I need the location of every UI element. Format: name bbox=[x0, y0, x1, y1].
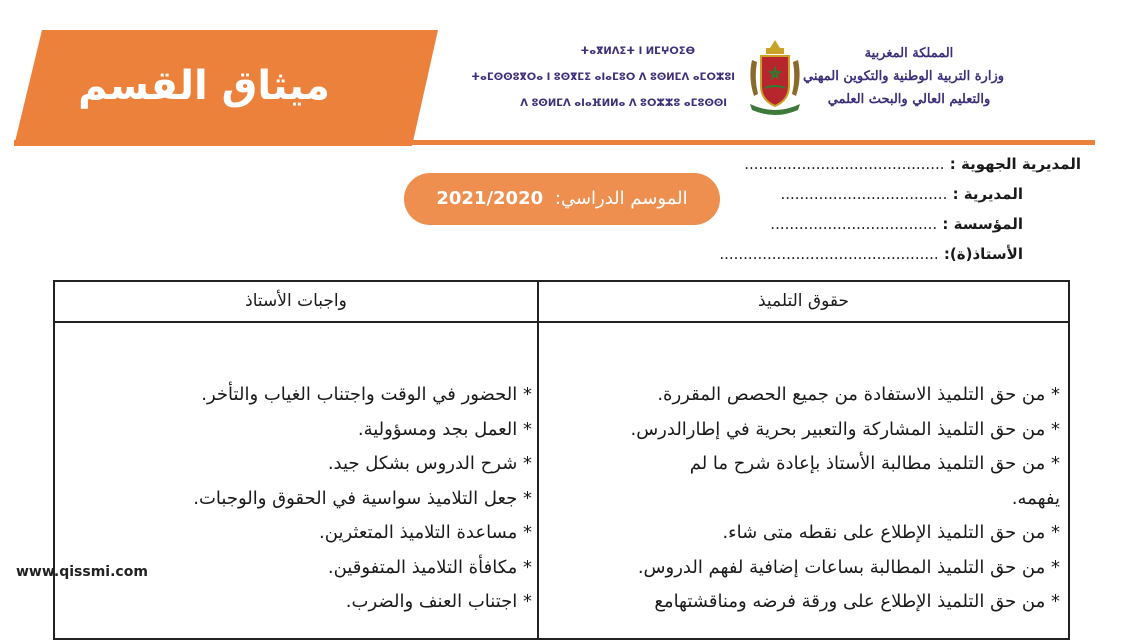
regional-directorate-blank: .......................................... bbox=[744, 155, 945, 173]
list-item: * من حق التلميذ المطالبة بساعات إضافية لفهم الدروس. bbox=[637, 556, 1060, 578]
list-item: * من حق التلميذ المشاركة والتعبير بحرية في إطارالدرس. bbox=[630, 418, 1060, 440]
ministry-name-continued: والتعليم العالي والبحث العلمي bbox=[827, 92, 991, 107]
student-rights-list bbox=[548, 378, 1060, 620]
tifinagh-header bbox=[471, 44, 735, 116]
header-divider bbox=[14, 140, 1095, 145]
column-divider bbox=[537, 282, 539, 638]
teacher-label: الأستاذ(ة): bbox=[943, 245, 1023, 263]
list-item: * من حق التلميذ الإطلاع على ورقة فرضه ومناقشتهامع bbox=[654, 591, 1060, 612]
ministry-header bbox=[802, 42, 1004, 111]
teacher-duties-header: واجبات الأستاذ bbox=[245, 291, 347, 311]
form-fields bbox=[719, 149, 1081, 269]
teacher-field bbox=[719, 239, 1023, 269]
school-year-label: الموسم الدراسي: bbox=[554, 188, 688, 209]
ministry-name: وزارة التربية الوطنية والتكوين المهني bbox=[802, 69, 1004, 84]
list-item: * جعل التلاميذ سواسية في الحقوق والوجبات. bbox=[193, 487, 532, 509]
tifinagh-line-2: ⵜⴰⵎⵙⵙⵓⴳⵔⴰ ⵏ ⵓⵙⴳⵎⵉ ⴰⵏⴰⵎⵓⵔ ⴷ ⵓⵙⵍⵎⴷ ⴰⵎⵔⵣⵓⵏ bbox=[471, 72, 735, 83]
kingdom-name: المملكة المغربية bbox=[864, 46, 954, 61]
directorate-label: المديرية : bbox=[952, 185, 1023, 203]
institution-blank: ................................... bbox=[770, 215, 938, 233]
list-item: يفهمه. bbox=[1011, 487, 1060, 509]
title-banner bbox=[14, 30, 438, 146]
coat-of-arms-icon bbox=[744, 38, 806, 122]
institution-field bbox=[770, 209, 1023, 239]
list-item: * من حق التلميذ الاستفادة من جميع الحصص المقررة. bbox=[657, 384, 1060, 405]
list-item: * الحضور في الوقت واجتناب الغياب والتأخر. bbox=[201, 384, 532, 405]
list-item: * مساعدة التلاميذ المتعثرين. bbox=[319, 522, 532, 543]
header-row-divider bbox=[55, 321, 1068, 323]
list-item: * من حق التلميذ الإطلاع على نقطه متى شاء. bbox=[722, 522, 1060, 543]
list-item: * شرح الدروس بشكل جيد. bbox=[327, 453, 532, 474]
list-item: * مكافأة التلاميذ المتفوقين. bbox=[327, 556, 532, 578]
institution-label: المؤسسة : bbox=[942, 215, 1023, 233]
document-title: ميثاق القسم bbox=[78, 63, 330, 109]
regional-directorate-field bbox=[744, 149, 1081, 179]
school-year-badge bbox=[404, 173, 720, 225]
student-rights-header: حقوق التلميذ bbox=[757, 291, 850, 311]
directorate-field bbox=[781, 179, 1023, 209]
list-item: * العمل بجد ومسؤولية. bbox=[357, 418, 532, 440]
list-item: * من حق التلميذ مطالبة الأستاذ بإعادة شرح ما لم bbox=[689, 453, 1060, 474]
charter-table bbox=[53, 280, 1070, 640]
list-item: * اجتناب العنف والضرب. bbox=[345, 591, 532, 612]
teacher-blank: .............................................. bbox=[719, 245, 939, 263]
school-year-value: 2021/2020 bbox=[436, 188, 544, 209]
regional-directorate-label: المديرية الجهوية : bbox=[949, 155, 1081, 173]
website-watermark: www.qissmi.com bbox=[16, 564, 148, 580]
tifinagh-line-1: ⵜⴰⴳⵍⴷⵉⵜ ⵏ ⵍⵎⵖⵔⵉⴱ bbox=[580, 46, 695, 57]
tifinagh-line-3: ⴷ ⵓⵙⵍⵎⴷ ⴰⵏⴰⴼⵍⵍⴰ ⴷ ⵓⵔⵣⵣⵓ ⴰⵎⵓⵙⵙⵏ bbox=[520, 98, 727, 109]
directorate-blank: ................................... bbox=[780, 185, 948, 203]
teacher-duties-list bbox=[72, 378, 532, 620]
